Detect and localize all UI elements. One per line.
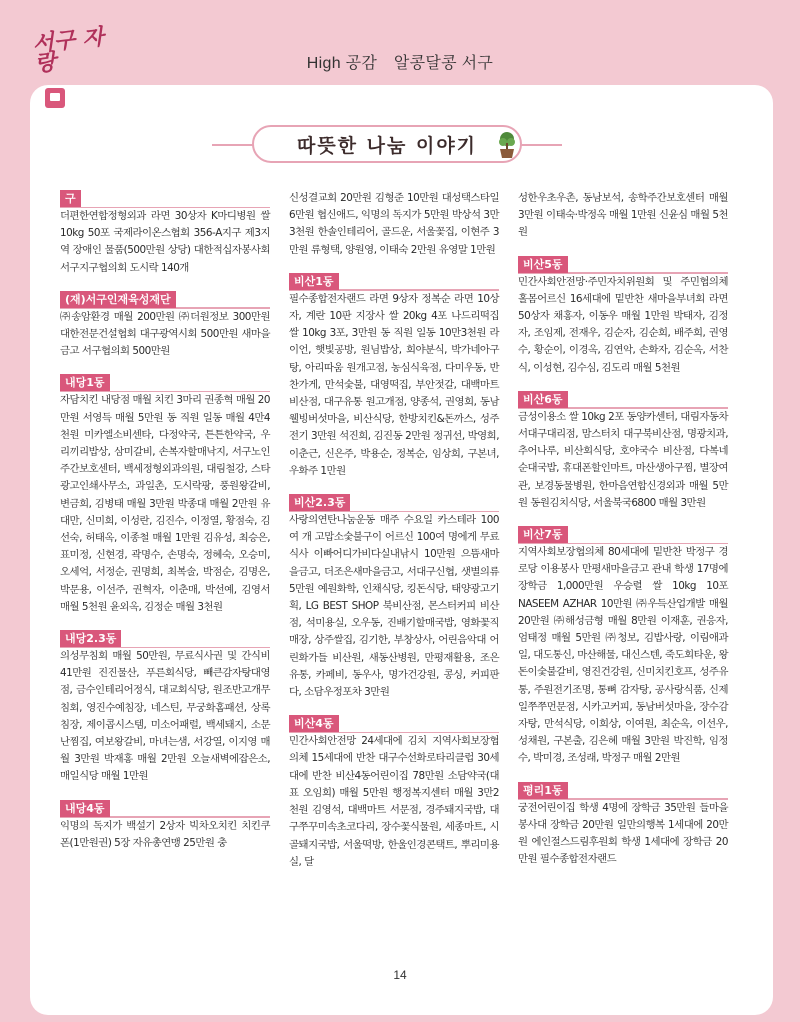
- section-heading: (재)서구인재육성재단: [60, 291, 176, 308]
- section-heading: 비산5동: [518, 256, 568, 273]
- section-bisan6: [518, 391, 728, 512]
- column-3: [518, 190, 728, 883]
- page-header: [0, 50, 800, 73]
- section-body: 더편한연합정형외과 라면 30상자 K마디병원 쌀 10kg 50포 국제라이온스협회 356-A지구 제3지역 장애인 물품(500만원 상당) 대한적십자봉사회 서구지구협의회 도시락 140개: [60, 210, 270, 274]
- column-2: [289, 190, 499, 885]
- section-continued: [289, 190, 499, 259]
- section-body: 민간사회안전망·주민자치위원회 및 주민협의체 홀몸어르신 16세대에 밑반찬 새마을부녀회 라면 50상자 채홍자, 이동우 매월 1만원 박태자, 김정자, 조임제, 전재우, 김순자, 김순희, 배주희, 권영수, 황순이, 이경옥, 김연악, 손화자, 김순옥, 서찬식, 이성현, 김수심, 김도리 매월 5천원: [518, 275, 728, 374]
- section-heading: 비산4동: [289, 715, 339, 732]
- section-gu: [60, 190, 270, 277]
- section-bisan7: [518, 526, 728, 768]
- header-brand: High 공감: [306, 55, 378, 72]
- section-bisan4: [289, 715, 499, 871]
- title-rule-right: [520, 144, 562, 146]
- section-naedang4: [60, 800, 270, 852]
- page-number: 14: [393, 968, 407, 982]
- section-body: ㈜송암환경 매월 200만원 ㈜더원정보 300만원 대한전문건설협회 대구광역시회 500만원 새마을금고 서구협의회 500만원: [60, 310, 270, 358]
- section-bisan1: [289, 273, 499, 480]
- section-heading: 내당4동: [60, 800, 110, 817]
- section-body: 사랑의연탄나눔운동 매주 수요일 카스테라 100여 개 고맙소숯불구이 어르신 100여 명에게 무료식사 이빠어디가비다실내낚시 10만원 으뜸새마을금고, 더조은새마을금고, 서대구신협, 샛별의류 5만원 예원화학, 인채식당, 킹돈식당, 태양광고기획, LG BEST SHOP 북비산점, 몬스터커피 비산점, 석미용실, 오우동, 진배기할매국밥, 영화꽃직매장, 상주쌀집, 김기한, 부창상사, 어린음악대 어린화가들 비산원, 새동산병원, 만평재활용, 조은유통, 카페비, 동우사, 명가건강원, 콩싱, 커피판다, 소담우정포차 3만원: [289, 514, 499, 699]
- section-heading: 구: [60, 190, 81, 207]
- section-body: 궁전어린이집 학생 4명에 장학금 35만원 들마을봉사대 장학금 20만원 일만의행복 1세대에 20만원 에인절스드림후원회 학생 1세대에 장학금 20만원 필수종합전자랜드: [518, 801, 728, 866]
- section-bisan5: [518, 256, 728, 377]
- section-heading: 비산2.3동: [289, 494, 350, 511]
- section-body: 지역사회보장협의체 80세대에 밑반찬 박정구 경로당 이용봉사 만평새마을금고 관내 학생 17명에 장학금 1,000만원 우승렬 쌀 10kg 10포 NASEEM AZHAR 10만원 ㈜우득산업개발 매월 20만원 ㈜해성금형 매월 8만원 이재훈, 권응자, 엄태정 매월 5만원 ㈜청보, 김밥사랑, 이림애과일, 대도통신, 마산해물, 대신스텐, 죽도회타운, 왕돈이숯불갈비, 영진건강원, 신미치킨호프, 성주유통, 주원전기조명, 통뼈 감자탕, 공사랑식품, 신제일쭈쭈먼문점, 시카고커피, 동남버섯마을, 장수감자탕, 만석식당, 이희상, 이여원, 최순옥, 이선우, 성채원, 구본출, 김은혜 매월 3만원 박진학, 임정수, 박미경, 조성래, 박정구 매월 2만원: [518, 546, 728, 765]
- section-body: 신성결교회 20만원 김형준 10만원 대성택스타일 6만원 협신애드, 익명의 독지가 5만원 박상석 3만3천원 한솔인테리어, 골드운, 서울꽃집, 이현주 3만원 류형택, 양원영, 이태숙 2만원 유영말 1만원: [289, 192, 499, 256]
- logo: 서구 자랑: [31, 23, 106, 78]
- section-body: 익명의 독지가 백설기 2상자 빅차오치킨 치킨쿠폰(1만원권) 5장 자유총연맹 25만원 충: [60, 819, 270, 849]
- section-heading: 비산1동: [289, 273, 339, 290]
- section-heading: 내당1동: [60, 374, 110, 391]
- page-title-text: 따뜻한 나눔 이야기: [296, 134, 478, 157]
- page-title: [252, 125, 522, 163]
- section-body: 의성무침회 매월 50만원, 무료식사권 및 간식비 41만원 진진물산, 푸른회식당, 빼큰감자탕대영점, 금수인테리어정식, 대교회식당, 원조반고개무침회, 영진수예침장, 네스틴, 무궁화홈패션, 상록침장, 제이콥시스템, 미소어패럴, 백세돼지, 소문난찜집, 여보왕갈비, 마녀는샘, 서강열, 이지영 매월 3만원 박재홍 매월 2만원 오늘새벽에잡은소, 매일식당 매월 1만원: [60, 650, 270, 783]
- section-body: 금성이용소 쌀 10kg 2포 동양카센터, 대림자동차 서대구대리점, 맘스터치 대구북비산점, 명광치과, 추어나루, 비산회식당, 호야국수 비산점, 다복네순대국밥, 휴대폰할인마트, 마산생아구찜, 별장여관, 보경동물병원, 한마음연합신경외과 매월 5만원 동원김치식당, 서울북국6800 매월 3만원: [518, 410, 728, 509]
- section-bisan23: [289, 494, 499, 701]
- section-heading: 비산6동: [518, 391, 568, 408]
- section-pyeongri1: [518, 782, 728, 869]
- section-body: 필수종합전자랜드 라면 9상자 정복순 라면 10상자, 계란 10판 지장사 쌀 20kg 4포 나드리떡집 쌀 10kg 3포, 3만원 동 직원 일동 10만3천원 라이언, 햇빛공방, 원님밥상, 희야분식, 박가네아구탕, 아리따움 원개고점, 농심식육점, 다미우동, 반찬가게, 만석숯불, 대영떡집, 부안젓갈, 대백마트 비산점, 대구유통 원고개점, 양종석, 권영희, 동남웰빙버섯마을, 비산식당, 한방치킨&돈까스, 성주전기 3만원 석진희, 김진동 2만원 정귀선, 박영희, 이춘근, 신은주, 박용순, 정복순, 임상희, 구본녀, 우화주 1만원: [289, 292, 499, 477]
- potted-plant-icon: [496, 131, 518, 159]
- section-heading: 비산7동: [518, 526, 568, 543]
- section-body: 자담치킨 내당점 매월 치킨 3마리 권종혁 매월 20만원 서영득 매월 5만원 동 직원 일동 매월 4만4천원 미카엘소비센타, 다정약국, 튼튼한약국, 우리끼리밥상, 삼미갈비, 손복자할매낙지, 서구노인주간보호센터, 백세정형외과의원, 대림철강, 스타광고인쇄사무소, 과일촌, 도시락팡, 풍원왕갈비, 변금희, 김병태 매월 3만원 박종대 매월 2만원 유대만, 신미희, 이성란, 김진수, 이정열, 황점숙, 김선숙, 허태옥, 이종철 매월 1만원 김유성, 최승은, 표미정, 신현경, 곽명수, 손명숙, 정혜숙, 오승미, 오세억, 서정순, 권명희, 최복술, 박점순, 김명은, 박문용, 이선주, 권혁자, 이춘매, 박선예, 김영서 매월 5천원 윤외옥, 김정순 매월 3천원: [60, 394, 270, 613]
- title-rule-left: [212, 144, 254, 146]
- section-body: 성한우초우촌, 동남보석, 송학주간보호센터 매월 3만원 이태숙·박정옥 매월 1만원 신윤심 매월 5천원: [518, 192, 728, 239]
- section-naedang1: [60, 374, 270, 616]
- section-body: 민간사회안전망 24세대에 김치 지역사회보장협의체 15세대에 반찬 대구수선화로타리클럽 30세대에 반찬 비산4동어린이집 78만원 소담약국(대표 오임희) 매월 5만원 행정복지센터 매월 3만2천원 김영석, 대백마트 서문점, 경주돼지국밥, 대구쭈꾸미속초코다리, 장수꽃식물원, 세종마트, 시골돼지국밥, 서울떡방, 한울인경콘택트, 뿌리미용실, 달: [289, 735, 499, 868]
- section-heading: 내당2.3동: [60, 630, 121, 647]
- book-icon: [45, 88, 65, 108]
- section-continued: [518, 190, 728, 242]
- section-naedang23: [60, 630, 270, 786]
- header-subtitle: 알콩달콩 서구: [393, 55, 494, 72]
- section-heading: 평리1동: [518, 782, 568, 799]
- header-separator: [383, 55, 388, 72]
- column-1: [60, 190, 270, 866]
- section-foundation: [60, 291, 270, 361]
